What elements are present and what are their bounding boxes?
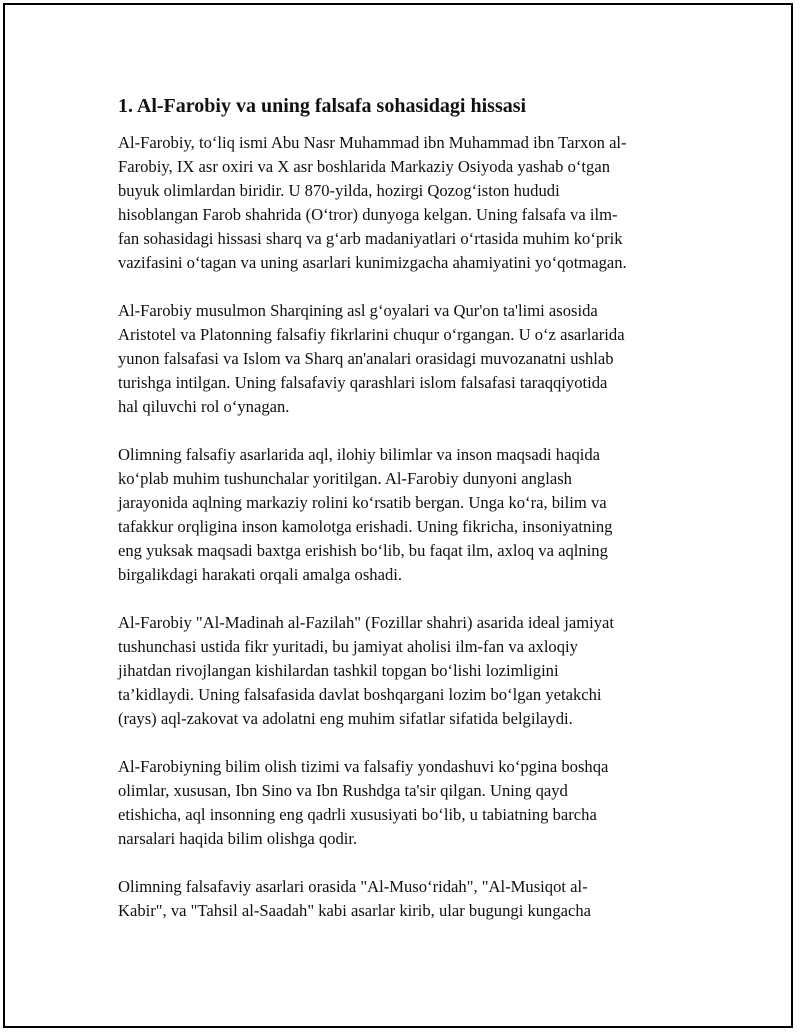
document-body — [118, 94, 683, 947]
paragraph-legacy: Al-Farobiyning bilim olish tizimi va falsafiy yondashuvi ko‘pgina boshqa olimlar, xususan, Ibn Sino va Ibn Rushdga ta'sir qilgan. Uning qayd etishicha, aql insonning eng qadrli xususiyati bo‘lib, u tabiatning barcha narsalari haqida bilim olishga qodir. — [118, 757, 609, 848]
section-heading: 1. Al-Farobiy va uning falsafa sohasidagi hissasi — [118, 95, 527, 117]
paragraph-works: Olimning falsafaviy asarlari orasida "Al-Muso‘ridah", "Al-Musiqot al- Kabir", va "Tahsil al-Saadah" kabi asarlar kirib, ular bugungi kungacha — [118, 877, 592, 920]
paragraph-influences: Al-Farobiy musulmon Sharqining asl g‘oyalari va Qur'on ta'limi asosida Aristotel va Platonning falsafiy fikrlarini chuqur o‘rgangan. U o‘z asarlarida yunon falsafasi va Islom va Sharq an'analari orasidagi muvozanatni ushlab turishga intilgan. Uning falsafaviy qarashlari islom falsafasi taraqqiyotida hal qiluvchi rol o‘ynagan. — [118, 301, 625, 416]
paragraph-ideal-city: Al-Farobiy "Al-Madinah al-Fazilah" (Fozillar shahri) asarida ideal jamiyat tushunchasi ustida fikr yuritadi, bu jamiyat aholisi ilm-fan va axloqiy jihatdan rivojlangan kishilardan tashkil topgan bo‘lishi lozimligini ta’kidlaydi. Uning falsafasida davlat boshqargani lozim bo‘lgan yetakchi (rays) aql-zakovat va adolatni eng muhim sifatlar sifatida belgilaydi. — [118, 613, 614, 728]
paragraph-reason: Olimning falsafiy asarlarida aql, ilohiy bilimlar va inson maqsadi haqida ko‘plab muhim tushunchalar yoritilgan. Al-Farobiy dunyoni anglash jarayonida aqlning markaziy rolini ko‘rsatib bergan. Unga ko‘ra, bilim va tafakkur orqligina inson kamolotga erishadi. Uning fikricha, insoniyatning eng yuksak maqsadi baxtga erishish bo‘lib, bu faqat ilm, axloq va aqlning birgalikdagi harakati orqali amalga oshadi. — [118, 445, 613, 584]
paragraph-biography: Al-Farobiy, to‘liq ismi Abu Nasr Muhammad ibn Muhammad ibn Tarxon al- Farobiy, IX asr oxiri va X asr boshlarida Markaziy Osiyoda yashab o‘tgan buyuk olimlardan biridir. U 870-yilda, hozirgi Qozog‘iston hududi hisoblangan Farob shahrida (O‘tror) dunyoga kelgan. Uning falsafa va ilm- fan sohasidagi hissasi sharq va g‘arb madaniyatlari o‘rtasida muhim ko‘prik vazifasini o‘tagan va uning asarlari kunimizgacha ahamiyatini yo‘qotmagan. — [118, 133, 627, 272]
